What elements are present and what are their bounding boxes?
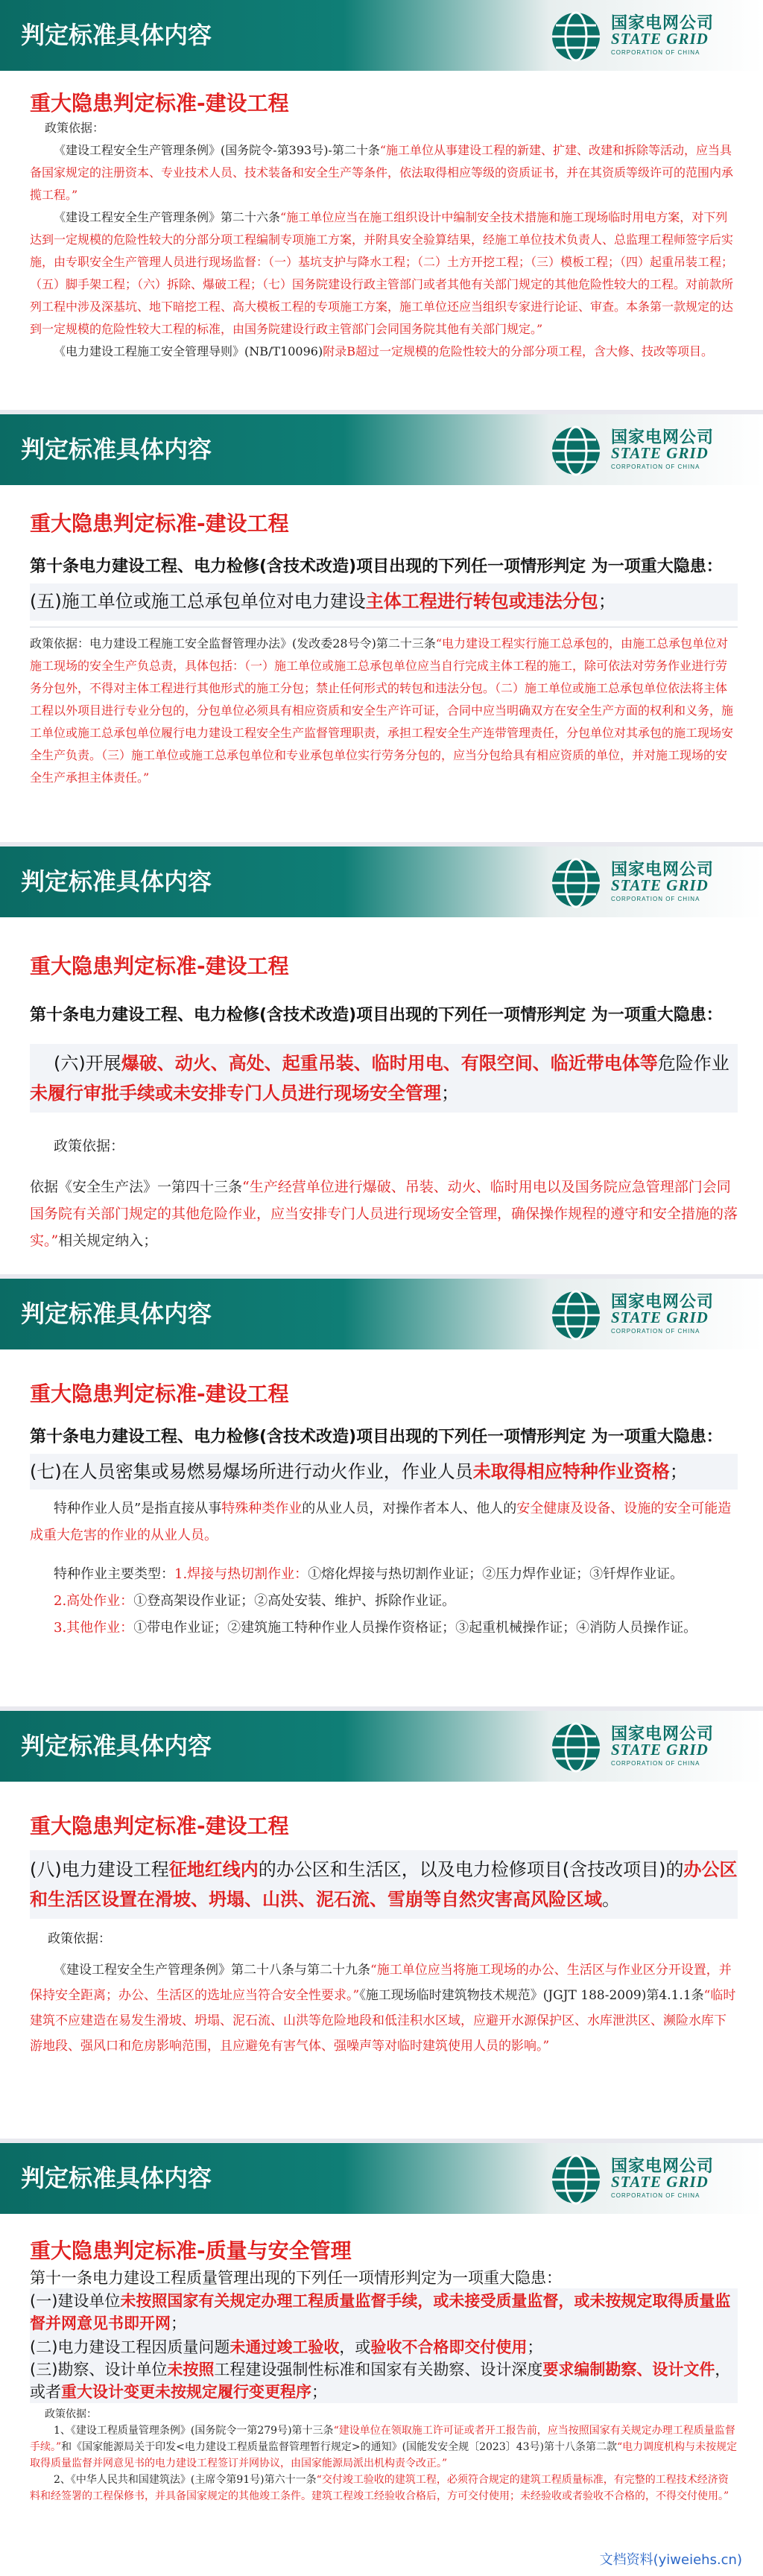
logo-cn: 国家电网公司 [611,428,715,447]
rule-text: 第十条电力建设工程、电力检修(含技术改造)项目出现的下列任一项情形判定 为一项重大隐患： [30,557,723,576]
slide-3 [0,846,763,1279]
watermark-link[interactable]: 文档资料(yiweiehs.cn) [599,2552,742,2568]
logo-en: STATE GRID [611,1308,709,1326]
logo-sub: CORPORATION OF CHINA [611,2192,700,2199]
state-grid-logo [550,1288,744,1341]
state-grid-logo [550,855,744,909]
policy-basis: 1、《建设工程质量管理条例》(国务院令一第279号)第十三条“建设单位在领取施工许可证或者开工报告前，应当按照国家有关规定办理工程质量监督手续。”和《国家能源局关于印发<电力建设工程质量监督管理暂行规定>的通知》(国能发安全规〔2023〕43号)第十八条第二款“电力调度机构与未按规定取得质量监督并网意见书的电力建设工程签订并网协议，由国家能源局派出机构责令改正。” 2、《中华人民共和国建筑法》(主席令第91号)第六十一条“交付竣工验收的建筑工程，必须符合规定的建筑工程质量标准，有完整的工程技术经济资料和经签署的工程保修书，并具备国家规定的其他竣工条件。建筑工程竣工经验收合格后，方可交付使用；未经验收或者验收不合格的，不得交付使用。” [30,2425,738,2502]
slide-title: 判定标准具体内容 [21,867,212,896]
rule-text: 第十条电力建设工程、电力检修(含技术改造)项目出现的下列任一项情形判定 为一项重大隐患： [30,1428,723,1446]
logo-cn: 国家电网公司 [611,2157,715,2176]
logo-en: STATE GRID [611,876,709,894]
item-8: (八)电力建设工程征地红线内的办公区和生活区，以及电力检修项目(含技改项目)的办公区和生活区设置在滑坡、坍塌、山洪、泥石流、雪崩等自然灾害高风险区域。 [30,1859,738,1910]
logo-sub: CORPORATION OF CHINA [611,896,700,902]
globe-icon [550,1289,602,1341]
globe-icon [550,857,602,909]
basis-label: 政策依据： [54,1138,125,1154]
slide-heading: 重大隐患判定标准-建设工程 [30,1814,289,1838]
slide-4 [0,1279,763,1711]
slide-title: 判定标准具体内容 [21,435,212,463]
logo-en: STATE GRID [611,1741,709,1759]
globe-icon [550,1721,602,1773]
basis-label: 政策依据： [45,2408,97,2420]
item-7: (七)在人员密集或易燃易爆场所进行动火作业，作业人员未取得相应特种作业资格； [30,1461,688,1482]
globe-icon [550,2153,602,2206]
slide-5 [0,1711,763,2143]
logo-cn: 国家电网公司 [611,14,715,33]
policy-basis: 《建设工程安全生产管理条例》第二十八条与第二十九条“施工单位应当将施工现场的办公、生活区与作业区分开设置，并保持安全距离；办公、生活区的选址应当符合安全性要求。”《施工现场临时建筑物技术规范》(JGJT 188-2009)第4.1.1条“临时建筑不应建造在易发生滑坡、坍塌、泥石流、山洪等危险地段和低洼积水区域，应避开水源保护区、水库泄洪区、濒险水库下游地段、强风口和危房影响范围，且应避免有害气体、强噪声等对临时建筑使用人员的影响。” [30,1963,736,2054]
slide-2 [0,414,763,846]
logo-sub: CORPORATION OF CHINA [611,49,700,56]
slide-heading: 重大隐患判定标准-建设工程 [30,1382,289,1406]
slide-title: 判定标准具体内容 [21,1300,212,1328]
slide-heading: 重大隐患判定标准-建设工程 [30,91,289,115]
slide-6 [0,2143,763,2576]
logo-en: STATE GRID [611,2173,709,2191]
state-grid-logo [550,9,744,63]
policy-basis: 依据《安全生产法》一第四十三条“生产经营单位进行爆破、吊装、动火、临时用电以及国务院应急管理部门会同国务院有关部门规定的其他危险作业，应当安排专门人员进行现场安全管理，确保操作规程的遵守和安全措施的落实。”相关规定纳入； [30,1179,738,1249]
slide-title: 判定标准具体内容 [21,2164,212,2192]
item-1: (一)建设单位未按照国家有关规定办理工程质量监督手续，或未接受质量监督，或未按规定取得质量监督并网意见书即开网； [30,2292,731,2332]
slide-1 [0,0,763,414]
logo-en: STATE GRID [611,444,709,462]
state-grid-logo [550,1720,744,1773]
logo-en: STATE GRID [611,30,709,48]
slide-heading: 重大隐患判定标准-建设工程 [30,511,289,536]
slide-heading: 重大隐患判定标准-质量与安全管理 [30,2238,352,2263]
slide-title: 判定标准具体内容 [21,21,212,49]
rule-text: 第十一条电力建设工程质量管理出现的下列任一项情形判定为一项重大隐患： [30,2269,562,2287]
special-worker-definition: 特种作业人员”是指直接从事特殊种类作业的从业人员，对操作者本人、他人的安全健康及设备、设施的安全可能造成重大危害的作业的从业人员。 [30,1501,732,1543]
basis-label: 政策依据： [45,121,105,135]
globe-icon [550,10,602,63]
slide-heading: 重大隐患判定标准-建设工程 [30,954,289,978]
logo-cn: 国家电网公司 [611,1725,715,1744]
logo-cn: 国家电网公司 [611,861,715,879]
policy-basis: 《建设工程安全生产管理条例》(国务院令-第393号)-第二十条“施工单位从事建设工程的新建、扩建、改建和拆除等活动，应当具备国家规定的注册资本、专业技术人员、技术装备和安全生产等条件，依法取得相应等级的资质证书，并在其资质等级许可的范围内承揽工程。” 《建设工程安全生产管理条例》第二十六条“施工单位应当在施工组织设计中编制安全技术措施和施工现场临时用电方案，对下列达到一定规模的危险性较大的分部分项工程编制专项施工方案，并附具安全验算结果，经施工单位技术负责人、总监理工程师签字后实施，由专职安全生产管理人员进行现场监督：（一）基坑支护与降水工程；（二）土方开挖工程；（三）模板工程；（四）起重吊装工程；（五）脚手架工程；（六）拆除、爆破工程；（七）国务院建设行政主管部门或者其他有关部门规定的其他危险性较大的工程。对前款所列工程中涉及深基坑、地下暗挖工程、高大模板工程的专项施工方案，施工单位还应当组织专家进行论证、审查。本条第一款规定的达到一定规模的危险性较大工程的标准，由国务院建设行政主管部门会同国务院其他有关部门规定。” 《电力建设工程施工安全管理导则》(NB/T10096)附录B超过一定规模的危险性较大的分部分项工程，含大修、技改等项目。 [30,143,734,358]
item-3: (三)勘察、设计单位未按照工程建设强制性标准和国家有关勘察、设计深度要求编制勘察、设计文件，或者重大设计变更未按规定履行变更程序； [30,2361,731,2401]
policy-basis: 政策依据：电力建设工程施工安全监督管理办法》(发改委28号令)第二十三条“电力建设工程实行施工总承包的，由施工总承包单位对施工现场的安全生产负总责，具体包括：（一）施工单位或施工总承包单位应当自行完成主体工程的施工，除可依法对劳务作业进行劳务分包外，不得对主体工程进行其他形式的施工分包；禁止任何形式的转包和违法分包。（二）施工单位或施工总承包单位依法将主体工程以外项目进行专业分包的，分包单位必须具有相应资质和安全生产许可证，合同中应当明确双方在安全生产方面的权利和义务，施工单位或施工总承包单位履行电力建设工程安全生产监督管理职责，承担工程安全生产连带管理责任，分包单位对其承包的施工现场安全生产负责。（三）施工单位或施工总承包单位和专业承包单位实行劳务分包的，应当分包给具有相应资质的单位，并对施工现场的安全生产承担主体责任。” [30,636,734,785]
logo-sub: CORPORATION OF CHINA [611,463,700,470]
rule-text: 第十条电力建设工程、电力检修(含技术改造)项目出现的下列任一项情形判定 为一项重大隐患： [30,1006,723,1025]
item-2: (二)电力建设工程因质量问题未通过竣工验收，或验收不合格即交付使用； [30,2338,543,2356]
logo-sub: CORPORATION OF CHINA [611,1328,700,1335]
logo-sub: CORPORATION OF CHINA [611,1760,700,1767]
state-grid-logo [550,2152,744,2206]
logo-cn: 国家电网公司 [611,1293,715,1311]
basis-label: 政策依据： [48,1931,111,1946]
slide-title: 判定标准具体内容 [21,1732,212,1760]
item-6: (六)开展爆破、动火、高处、起重吊装、临时用电、有限空间、临近带电体等危险作业未履行审批手续或未安排专门人员进行现场安全管理； [30,1053,729,1104]
work-types: 特种作业主要类型：1.焊接与热切割作业：①熔化焊接与热切割作业证；②压力焊作业证；③钎焊作业证。 2.高处作业：①登高架设作业证；②高处安装、维护、拆除作业证。 3.其他作业：①带电作业证；②建筑施工特种作业人员操作资格证；③起重机械操作证；④消防人员操作证。 [54,1566,697,1636]
state-grid-logo [550,423,744,477]
item-5: (五)施工单位或施工总承包单位对电力建设主体工程进行转包或违法分包； [30,591,616,612]
globe-icon [550,425,602,477]
